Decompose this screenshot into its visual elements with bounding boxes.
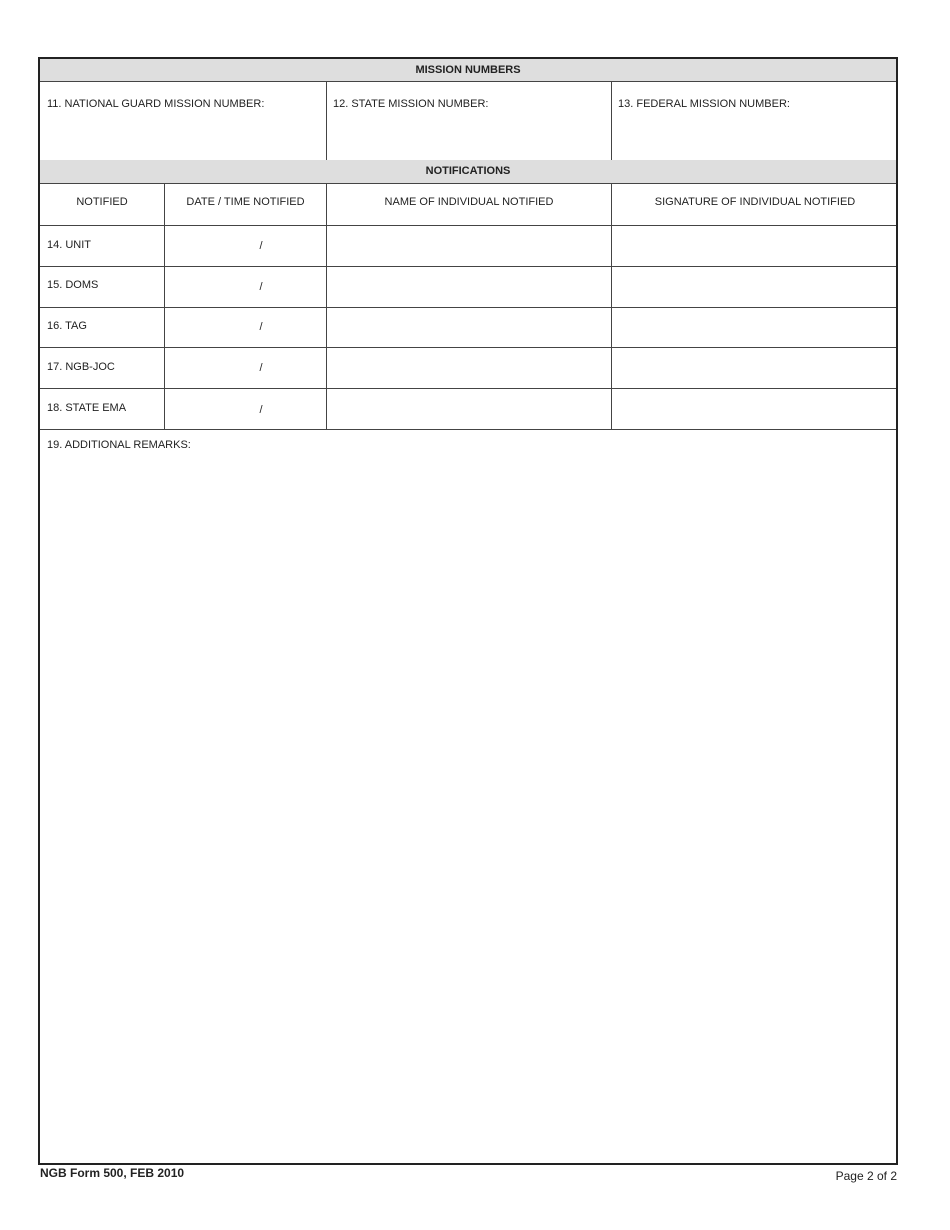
state-mission-number-field[interactable] [327,82,611,160]
notifications-header: NOTIFICATIONS [40,160,896,184]
form-identifier: NGB Form 500, FEB 2010 [40,1166,185,1180]
tag-date-time-field[interactable] [165,308,326,347]
date-time-separator: / [259,240,263,252]
federal-mission-number-label: 13. FEDERAL MISSION NUMBER: [618,98,790,110]
doms-signature-field[interactable] [612,267,896,307]
form-page [38,57,898,1165]
federal-mission-number-field[interactable] [612,82,896,160]
row-label-ngb-joc: 17. NGB-JOC [47,361,115,373]
state-ema-signature-field[interactable] [612,389,896,429]
state-mission-number-label: 12. STATE MISSION NUMBER: [333,98,489,110]
additional-remarks-field[interactable] [40,430,896,1163]
row-label-unit: 14. UNIT [47,239,92,251]
unit-name-field[interactable] [327,226,611,266]
unit-signature-field[interactable] [612,226,896,266]
unit-date-time-field[interactable] [165,226,326,266]
column-header-signature: SIGNATURE OF INDIVIDUAL NOTIFIED [654,196,856,208]
additional-remarks-label: 19. ADDITIONAL REMARKS: [47,439,191,451]
date-time-separator: / [259,404,263,416]
row-label-doms: 15. DOMS [47,279,99,291]
column-header-name: NAME OF INDIVIDUAL NOTIFIED [384,196,554,208]
tag-name-field[interactable] [327,308,611,347]
row-label-tag: 16. TAG [47,320,87,332]
national-guard-mission-number-field[interactable] [40,82,326,160]
state-ema-name-field[interactable] [327,389,611,429]
doms-date-time-field[interactable] [165,267,326,307]
date-time-separator: / [259,321,263,333]
ngb-joc-date-time-field[interactable] [165,348,326,388]
date-time-separator: / [259,362,263,374]
column-header-date-time: DATE / TIME NOTIFIED [186,196,305,208]
tag-signature-field[interactable] [612,308,896,347]
page-number: Page 2 of 2 [835,1169,897,1183]
column-header-notified: NOTIFIED [76,196,128,208]
ngb-joc-signature-field[interactable] [612,348,896,388]
row-label-state-ema: 18. STATE EMA [47,402,127,414]
mission-numbers-header: MISSION NUMBERS [40,59,896,82]
national-guard-mission-number-label: 11. NATIONAL GUARD MISSION NUMBER: [47,98,265,110]
ngb-joc-name-field[interactable] [327,348,611,388]
date-time-separator: / [259,281,263,293]
doms-name-field[interactable] [327,267,611,307]
state-ema-date-time-field[interactable] [165,389,326,429]
